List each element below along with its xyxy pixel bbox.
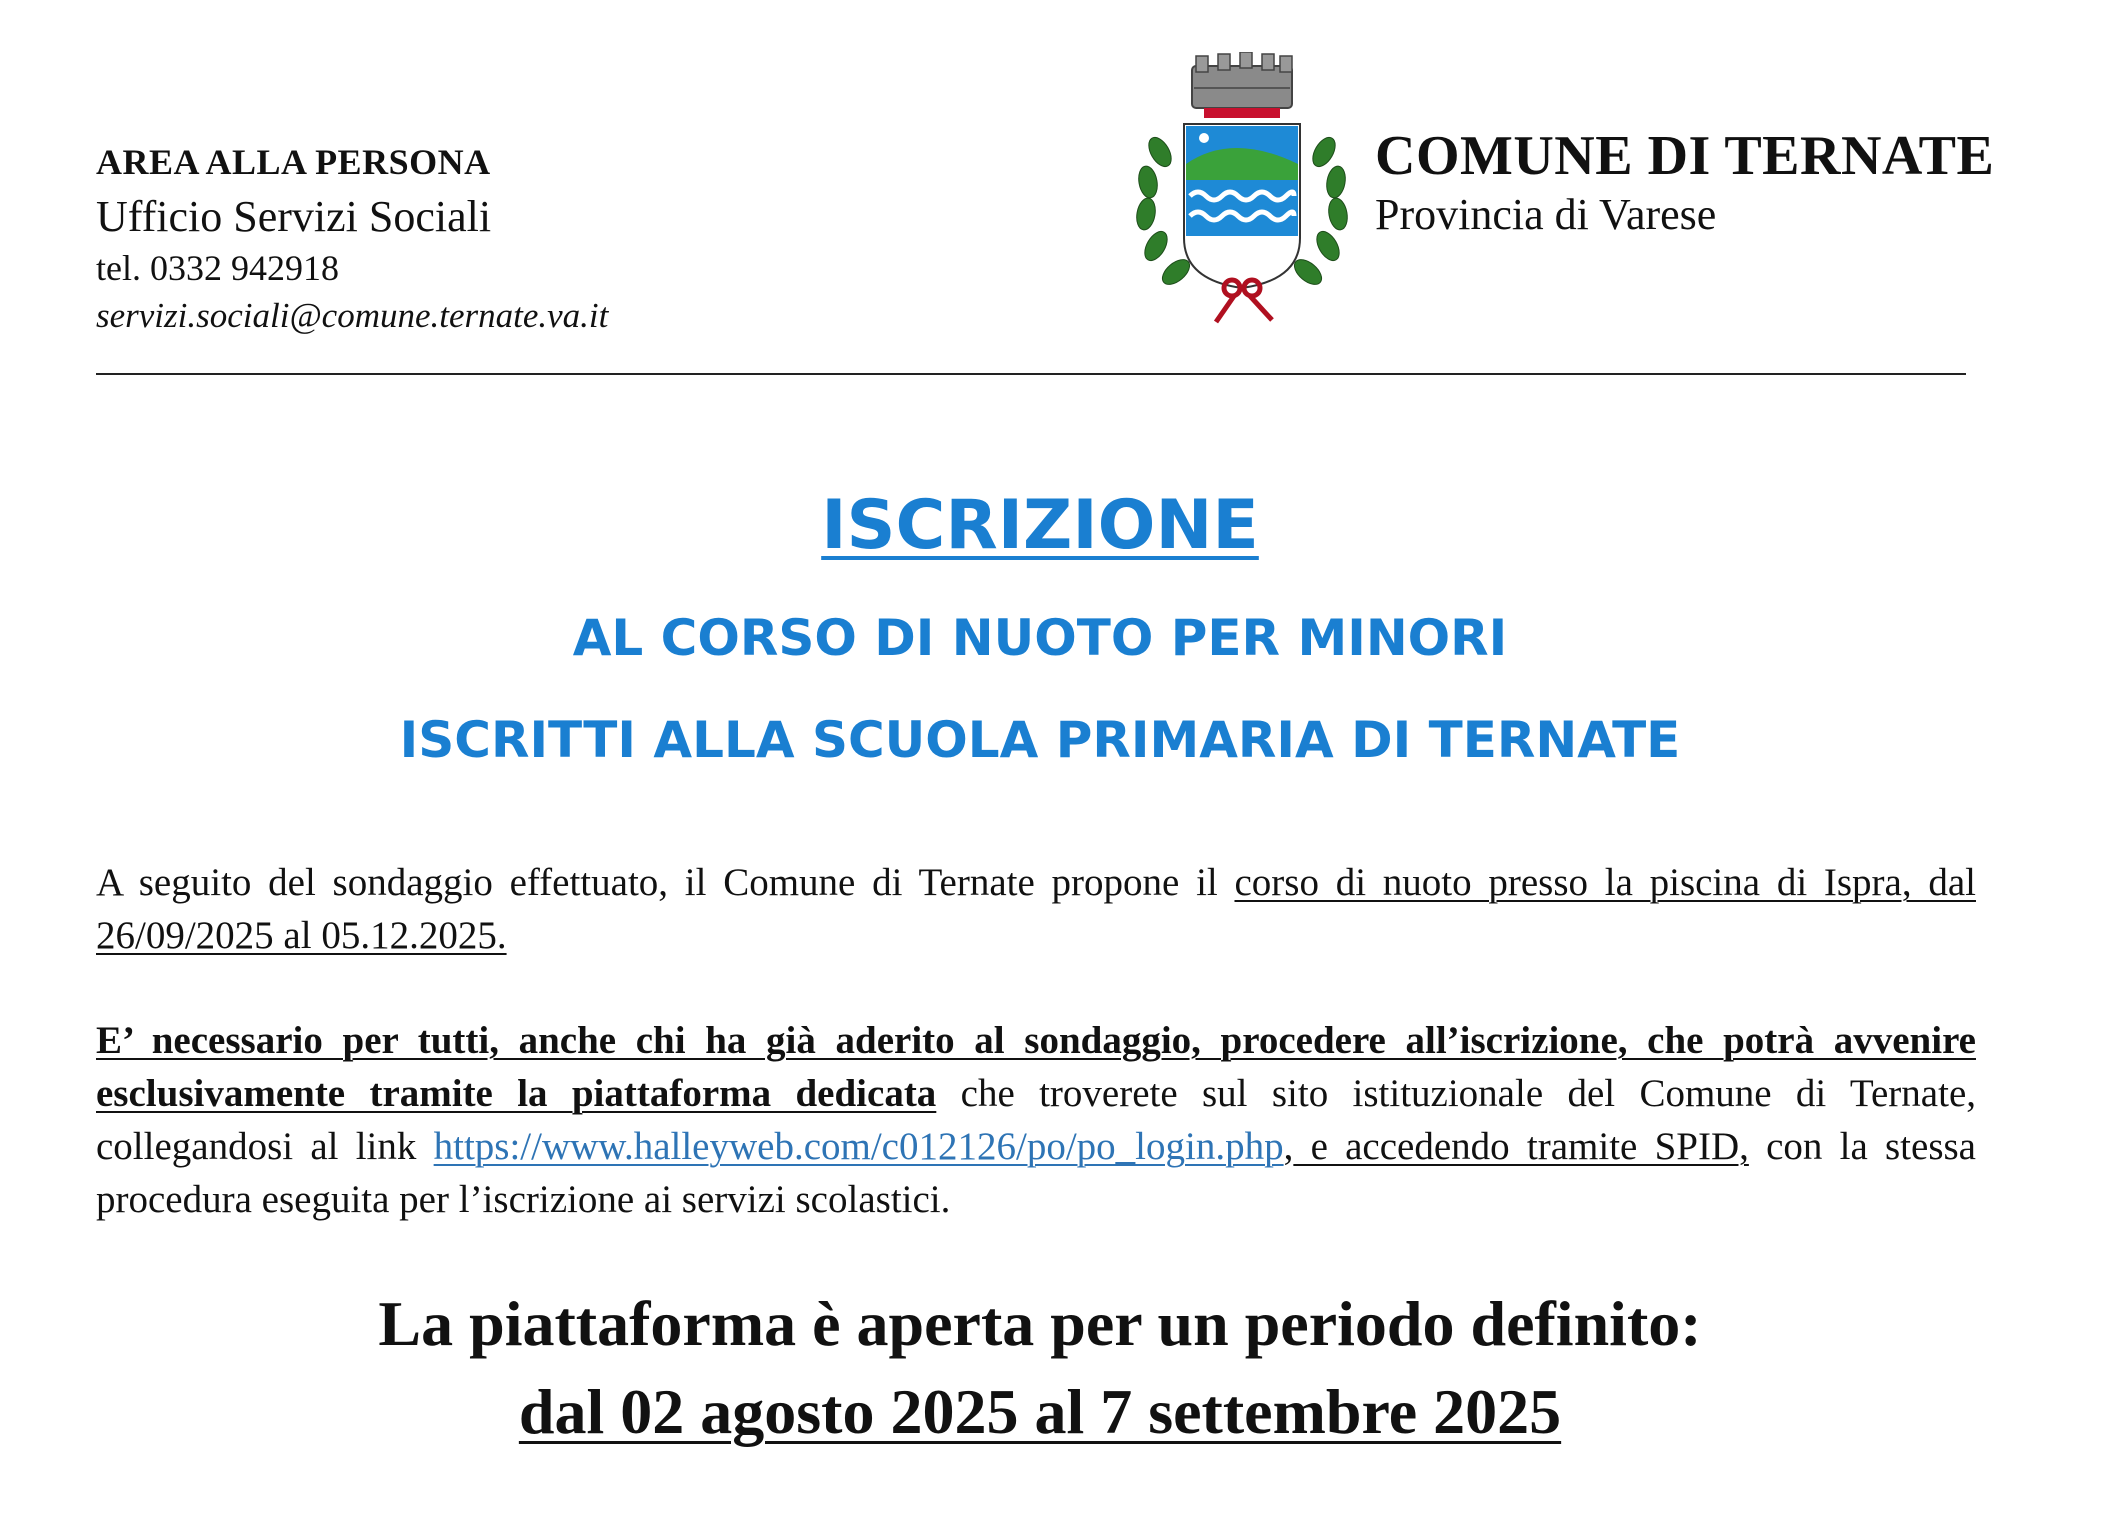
department-block	[96, 140, 796, 340]
subtitle-2: ISCRITTI ALLA SCUOLA PRIMARIA DI TERNATE	[399, 711, 1681, 769]
crown-icon	[1192, 52, 1292, 118]
subtitle-1: AL CORSO DI NUOTO PER MINORI	[572, 609, 1508, 667]
municipality-block	[1375, 124, 1994, 242]
coat-of-arms-icon	[1132, 52, 1352, 332]
period-dates	[0, 1368, 2080, 1456]
paragraph1-intro: A seguito del sondaggio effettuato, il Comune di Ternate propone il	[96, 861, 1235, 904]
department-email: servizi.sociali@comune.ternate.va.it	[96, 296, 609, 335]
paragraph2-comma: ,	[1283, 1125, 1294, 1168]
paragraph-course-info	[96, 856, 1976, 962]
municipality-name: COMUNE DI TERNATE	[1375, 125, 1995, 187]
department-phone: tel. 0332 942918	[96, 248, 339, 288]
course-details: corso di nuoto presso la piscina di Ispra, dal 26/09/2025 al 05.12.2025.	[96, 861, 1976, 957]
department-area: AREA ALLA PERSONA	[96, 142, 491, 182]
shield-icon	[1184, 124, 1300, 288]
spid-access: e accedendo tramite SPID,	[1293, 1125, 1749, 1168]
paragraph2-text1: che troverete sul sito istituzionale del Comune di Ternate, collegandosi al link	[96, 1072, 1977, 1168]
header-divider	[96, 373, 1966, 375]
main-title	[0, 486, 2080, 566]
ribbon-icon	[1216, 280, 1272, 322]
paragraph2-text2: con la stessa procedura eseguita per l’iscrizione ai servizi scolastici.	[96, 1125, 1976, 1221]
paragraph-registration	[96, 1014, 1976, 1226]
period-heading: La piattaforma è aperta per un periodo definito:	[378, 1288, 1702, 1359]
department-office: Ufficio Servizi Sociali	[96, 192, 492, 241]
registration-link[interactable]: https://www.halleyweb.com/c012126/po/po_login.php	[433, 1125, 1284, 1168]
registration-requirement: E’ necessario per tutti, anche chi ha già aderito al sondaggio, procedere all’iscrizione, che potrà avvenire esclusivamente tramite la piattaforma dedicata	[96, 1019, 1976, 1115]
period-dates-text: dal 02 agosto 2025 al 7 settembre 2025	[518, 1376, 1562, 1447]
province-name: Provincia di Varese	[1375, 190, 1717, 239]
main-title-text: ISCRIZIONE	[821, 486, 1259, 565]
